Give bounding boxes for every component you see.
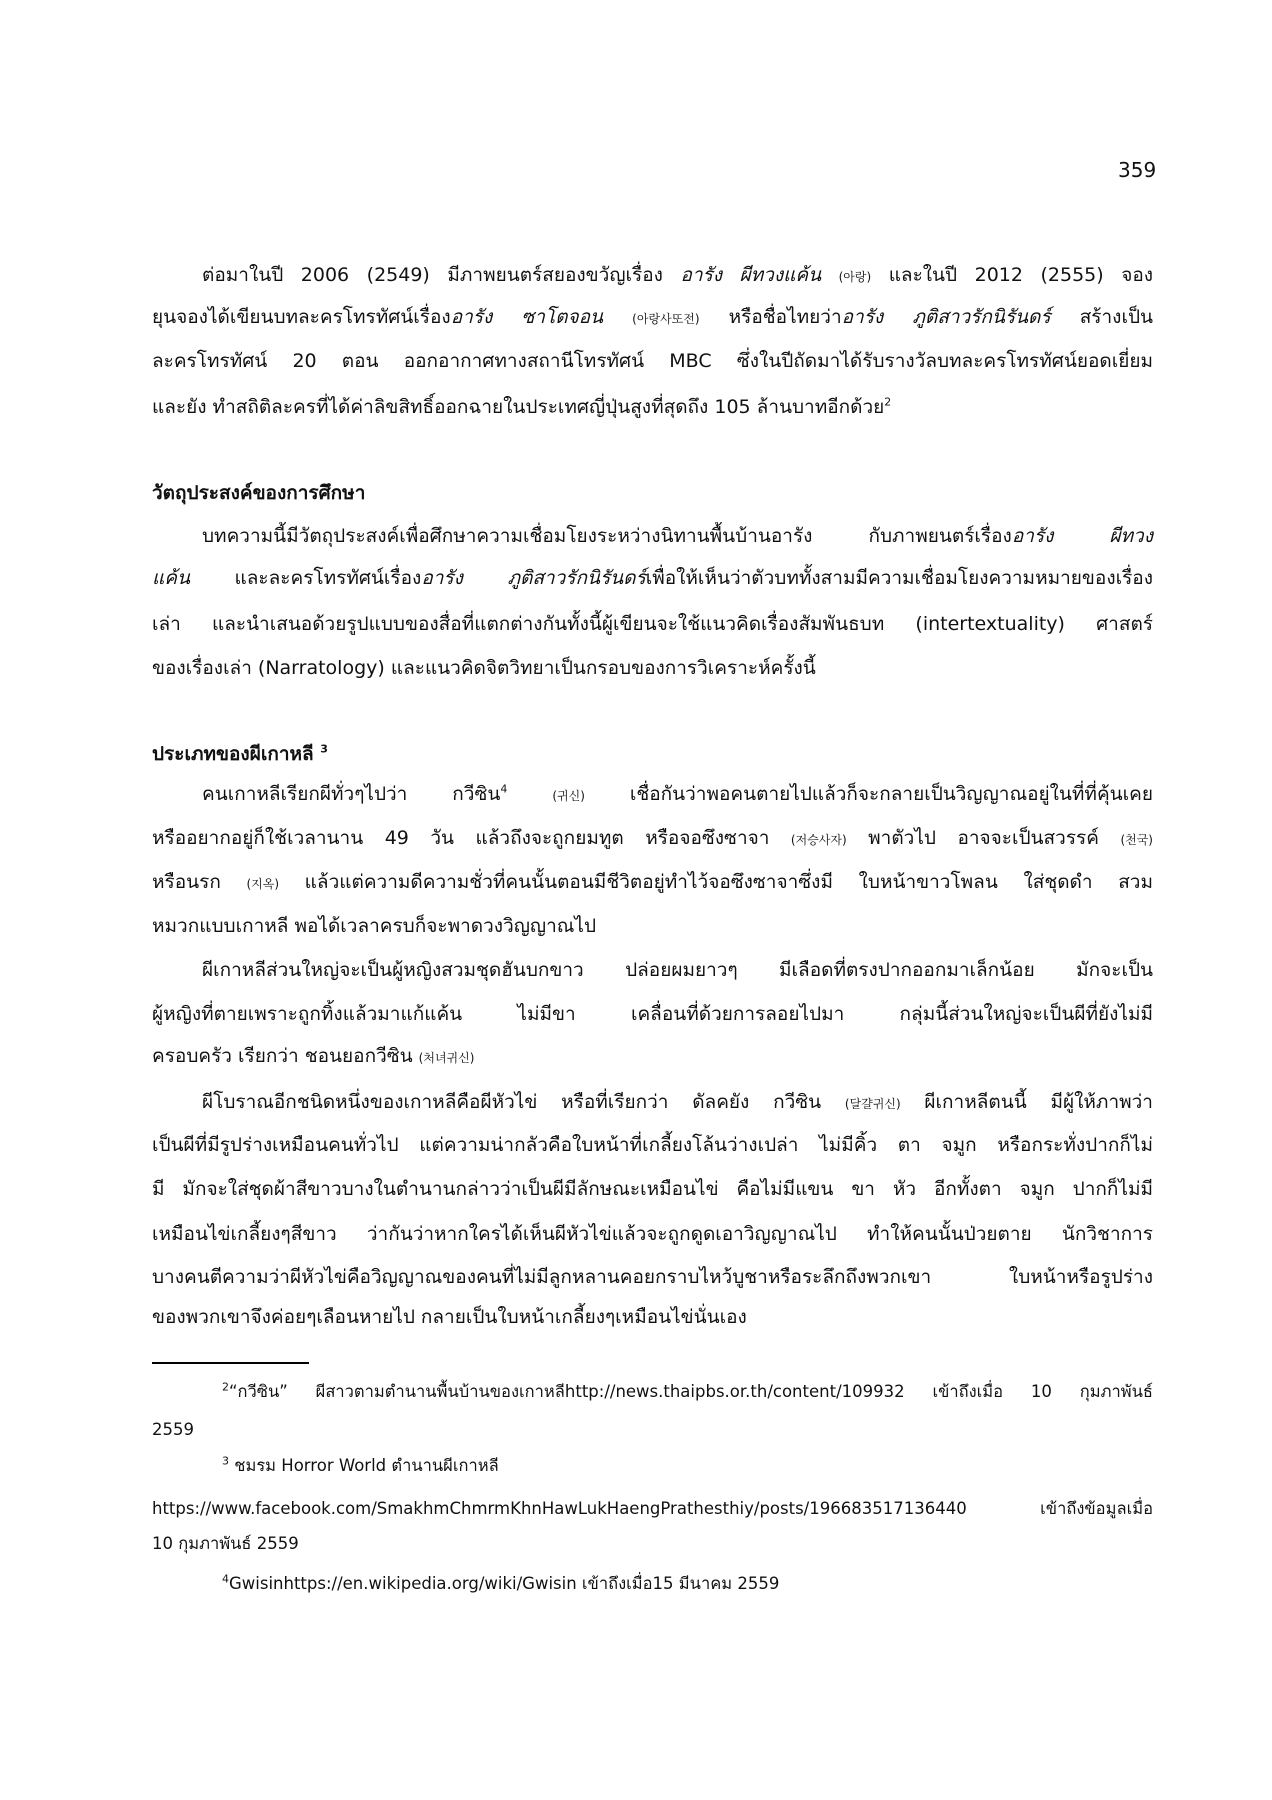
text-run: “กวีซิน” ผีสาวตามตำนานพื้นบ้านของเกาหลีhttp://news.thaipbs.or.th/content/109932 เข้าถึงเมื่อ 10 กุมภาพันธ์ bbox=[229, 1382, 1153, 1401]
paragraph-line bbox=[152, 652, 1153, 684]
text-run: ประเภทของผีเกาหลี bbox=[152, 743, 321, 765]
paragraph-line bbox=[152, 1173, 1153, 1205]
paragraph-line bbox=[152, 1261, 1153, 1293]
korean-term: (귀신) bbox=[552, 789, 585, 803]
text-run: เป็นผีที่มีรูปร่างเหมือนคนทั่วไป แต่ความน่ากลัวคือใบหน้าที่เกลี้ยงโล้นว่างเปล่า ไม่มีคิ้ว ตา จมูก หรือกระทั่งปากก็ไม่ bbox=[152, 1134, 1153, 1156]
paragraph-line bbox=[152, 1129, 1153, 1161]
paragraph-line bbox=[152, 301, 1153, 333]
italic-title: อารัง ผีทวงแค้น bbox=[680, 264, 822, 286]
text-run: เพื่อให้เห็นว่าตัวบททั้งสามมีความเชื่อมโยงความหมายของเรื่อง bbox=[645, 567, 1153, 589]
paragraph-line bbox=[202, 778, 1153, 810]
text-run: ครอบครัว เรียกว่า ชอนยอกวีซิน bbox=[152, 1045, 419, 1067]
footnote-ref: 2 bbox=[884, 395, 892, 409]
text-run: 2559 bbox=[152, 1420, 194, 1439]
text-run bbox=[821, 264, 839, 286]
text-run: ยุนจองได้เขียนบทละครโทรทัศน์เรื่อง bbox=[152, 306, 451, 328]
footnote-line bbox=[152, 1414, 1153, 1446]
text-run: หรือชื่อไทยว่า bbox=[699, 306, 842, 328]
italic-title: อารัง ภูติสาวรักนิรันดร์ bbox=[421, 567, 646, 589]
text-run: ผู้หญิงที่ตายเพราะถูกทิ้งแล้วมาแก้แค้น ไม่มีขา เคลื่อนที่ด้วยการลอยไปมา กลุ่มนี้ส่วนใหญ่จะเป็นผีที่ยังไม่มี bbox=[152, 1003, 1153, 1025]
text-run: ผีเกาหลีตนนี้ มีผู้ให้ภาพว่า bbox=[900, 1091, 1153, 1113]
footnote-line bbox=[152, 1493, 1153, 1525]
paragraph-line bbox=[152, 822, 1153, 854]
text-run: เชื่อกันว่าพอคนตายไปแล้วก็จะกลายเป็นวิญญาณอยู่ในที่ที่คุ้นเคย bbox=[584, 783, 1153, 805]
text-run: วัตถุประสงค์ของการศึกษา bbox=[152, 482, 366, 504]
text-run: หรืออยากอยู่ก็ใช้เวลานาน 49 วัน แล้วถึงจะถูกยมทูต หรือจอซึงซาจา bbox=[152, 827, 791, 849]
text-run: ชมรม Horror World ตำนานผีเกาหลี bbox=[229, 1456, 499, 1475]
paragraph-line bbox=[152, 345, 1153, 377]
text-run: เหมือนไข่เกลี้ยงๆสีขาว ว่ากันว่าหากใครได้เห็นผีหัวไข่แล้วจะถูกดูดเอาวิญญาณไป ทำให้คนนั้นป่วยตาย นักวิชาการ bbox=[152, 1223, 1153, 1245]
paragraph-line bbox=[202, 259, 1153, 291]
text-run: ต่อมาในปี 2006 (2549) มีภาพยนตร์สยองขวัญเรื่อง bbox=[202, 264, 681, 286]
text-run: แล้วแต่ความดีความชั่วที่คนนั้นตอนมีชีวิตอยู่ทำไว้จอซึงซาจาซึ่งมี ใบหน้าขาวโพลน ใส่ชุดดำ สวม bbox=[279, 871, 1153, 893]
footnote-line bbox=[152, 1528, 1153, 1560]
paragraph-line bbox=[202, 520, 1153, 552]
footnote-line bbox=[222, 1450, 1153, 1482]
text-run: สร้างเป็น bbox=[1050, 306, 1153, 328]
text-run: เล่า และนำเสนอด้วยรูปแบบของสื่อที่แตกต่างกันทั้งนี้ผู้เขียนจะใช้แนวคิดเรื่องสัมพันธบท (intertextuality) ศาสตร์ bbox=[152, 613, 1153, 635]
korean-term: (저승사자) bbox=[790, 833, 847, 847]
text-run: ผีเกาหลีส่วนใหญ่จะเป็นผู้หญิงสวมชุดฮันบกขาว ปล่อยผมยาวๆ มีเลือดที่ตรงปากออกมาเล็กน้อย มักจะเป็น bbox=[202, 959, 1153, 981]
korean-term: (천국) bbox=[1120, 833, 1153, 847]
paragraph-line bbox=[152, 391, 1153, 423]
text-run: และละครโทรทัศน์เรื่อง bbox=[189, 567, 422, 589]
footnote-ref: 2 bbox=[222, 1380, 229, 1394]
text-run: พาตัวไป อาจจะเป็นสวรรค์ bbox=[846, 827, 1121, 849]
italic-title: แค้น bbox=[152, 567, 190, 589]
italic-title: อารัง ซาโตจอน bbox=[450, 306, 604, 328]
footnote-ref: 4 bbox=[500, 782, 508, 796]
text-run bbox=[603, 306, 632, 328]
paragraph-line bbox=[202, 1086, 1153, 1118]
text-run: ของเรื่องเล่า (Narratology) และแนวคิดจิตวิทยาเป็นกรอบของการวิเคราะห์ครั้งนี้ bbox=[152, 657, 816, 679]
page-number: 359 bbox=[1118, 158, 1157, 182]
text-run: บทความนี้มีวัตถุประสงค์เพื่อศึกษาความเชื่อมโยงระหว่างนิทานพื้นบ้านอารัง กับภาพยนตร์เรื่อง bbox=[202, 525, 1012, 547]
footnote-ref: 4 bbox=[222, 1572, 229, 1586]
paragraph-line bbox=[152, 562, 1153, 594]
korean-term: (지옥) bbox=[246, 877, 280, 891]
paragraph-line bbox=[202, 954, 1153, 986]
text-run: และในปี 2012 (2555) จอง bbox=[871, 264, 1154, 286]
paragraph-line bbox=[152, 866, 1153, 898]
footnote-ref: 3 bbox=[320, 742, 328, 756]
paragraph-line bbox=[152, 910, 1153, 942]
text-run: คนเกาหลีเรียกผีทั่วๆไปว่า กวีซิน bbox=[202, 783, 501, 805]
section-heading bbox=[152, 738, 1153, 770]
paragraph-line bbox=[152, 1040, 1153, 1072]
korean-term: (아랑사또전) bbox=[632, 312, 700, 326]
paragraph-line bbox=[152, 1218, 1153, 1250]
korean-term: (처녀귀신) bbox=[418, 1051, 475, 1065]
footnote-ref: 3 bbox=[222, 1454, 229, 1468]
text-run: บางคนตีความว่าผีหัวไข่คือวิญญาณของคนที่ไม่มีลูกหลานคอยกราบไหว้บูชาหรือระลึกถึงพวกเขา ใบหน้าหรือรูปร่าง bbox=[152, 1266, 1153, 1288]
text-run: มี มักจะใส่ชุดผ้าสีขาวบางในตำนานกล่าวว่าเป็นผีมีลักษณะเหมือนไข่ คือไม่มีแขน ขา หัว อีกทั้งตา จมูก ปากก็ไม่มี bbox=[152, 1178, 1153, 1200]
section-heading bbox=[152, 477, 1153, 509]
footnote-separator bbox=[152, 1362, 309, 1364]
korean-term: (아랑) bbox=[838, 270, 872, 284]
text-run: หรือนรก bbox=[152, 871, 247, 893]
text-run: Gwisinhttps://en.wikipedia.org/wiki/Gwisin เข้าถึงเมื่อ15 มีนาคม 2559 bbox=[229, 1574, 780, 1593]
footnote-line bbox=[222, 1376, 1153, 1408]
text-run: และยัง ทำสถิติละครที่ได้ค่าลิขสิทธิ์ออกฉายในประเทศญี่ปุ่นสูงที่สุดถึง 105 ล้านบาทอีกด้วย bbox=[152, 396, 885, 418]
paragraph-line bbox=[152, 608, 1153, 640]
text-run: หมวกแบบเกาหลี พอได้เวลาครบก็จะพาดวงวิญญาณไป bbox=[152, 915, 597, 937]
paragraph-line bbox=[152, 1301, 1153, 1333]
italic-title: อารัง ผีทวง bbox=[1011, 525, 1153, 547]
text-run: https://www.facebook.com/SmakhmChmrmKhnHawLukHaengPrathesthiy/posts/196683517136440 เข้าถึงข้อมูลเมื่อ bbox=[152, 1499, 1153, 1518]
paragraph-line bbox=[152, 998, 1153, 1030]
text-run bbox=[507, 783, 552, 805]
italic-title: อารัง ภูติสาวรักนิรันดร์ bbox=[841, 306, 1051, 328]
text-run: 10 กุมภาพันธ์ 2559 bbox=[152, 1534, 299, 1553]
footnote-line bbox=[222, 1568, 1153, 1600]
text-run: ผีโบราณอีกชนิดหนึ่งของเกาหลีคือผีหัวไข่ หรือที่เรียกว่า ดัลคยัง กวีซิน bbox=[202, 1091, 845, 1113]
korean-term: (달걀귀신) bbox=[844, 1097, 901, 1111]
text-run: ละครโทรทัศน์ 20 ตอน ออกอากาศทางสถานีโทรทัศน์ MBC ซึ่งในปีถัดมาได้รับรางวัลบทละครโทรทัศน์ยอดเยี่ยม bbox=[152, 350, 1153, 372]
text-run: ของพวกเขาจึงค่อยๆเลือนหายไป กลายเป็นใบหน้าเกลี้ยงๆเหมือนไข่นั่นเอง bbox=[152, 1306, 747, 1328]
